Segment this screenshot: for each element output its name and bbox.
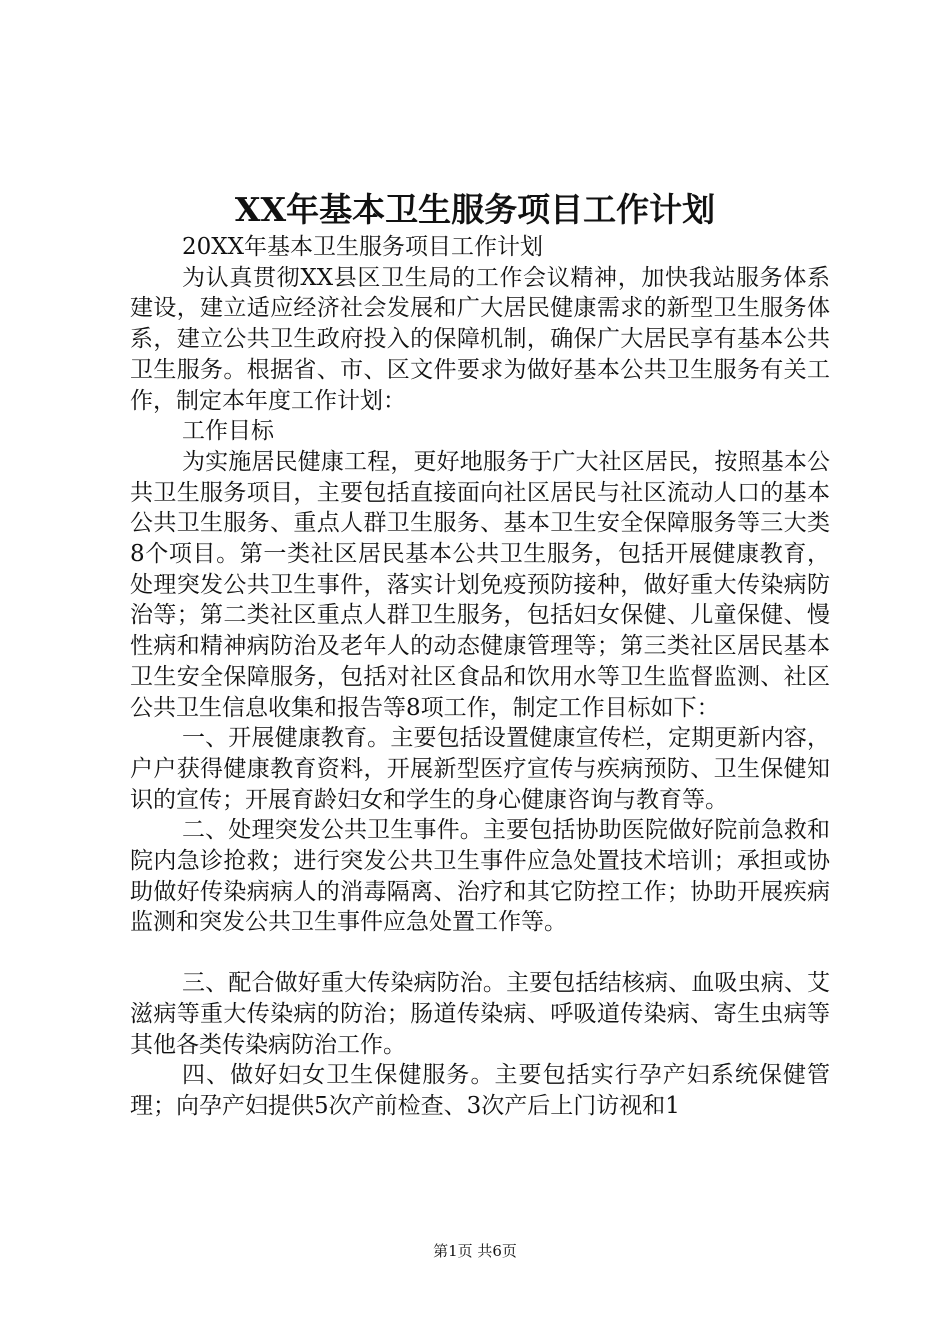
- item-4-paragraph: 四、做好妇女卫生保健服务。主要包括实行孕产妇系统保健管理；向孕产妇提供5次产前检查、3次产后上门访视和1: [130, 1062, 830, 1119]
- item-3-paragraph: 三、配合做好重大传染病防治。主要包括结核病、血吸虫病、艾滋病等重大传染病的防治；肠道传染病、呼吸道传染病、寄生虫病等其他各类传染病防治工作。: [130, 970, 830, 1058]
- goals-paragraph: 为实施居民健康工程，更好地服务于广大社区居民，按照基本公共卫生服务项目，主要包括直接面向社区居民与社区流动人口的基本公共卫生服务、重点人群卫生服务、基本卫生安全保障服务等三大类8个项目。第一类社区居民基本公共卫生服务，包括开展健康教育，处理突发公共卫生事件，落实计划免疫预防接种，做好重大传染病防治等；第二类社区重点人群卫生服务，包括妇女保健、儿童保健、慢性病和精神病防治及老年人的动态健康管理等；第三类社区居民基本卫生安全保障服务，包括对社区食品和饮用水等卫生监督监测、社区公共卫生信息收集和报告等8项工作，制定工作目标如下：: [130, 448, 830, 721]
- subtitle-paragraph: 20XX年基本卫生服务项目工作计划: [182, 234, 544, 260]
- item-2-paragraph: 二、处理突发公共卫生事件。主要包括协助医院做好院前急救和院内急诊抢救；进行突发公共卫生事件应急处置技术培训；承担或协助做好传染病病人的消毒隔离、治疗和其它防控工作；协助开展疾病监测和突发公共卫生事件应急处置工作等。: [130, 817, 830, 936]
- paragraph-gap: [130, 938, 830, 968]
- section-heading: 工作目标: [182, 418, 274, 445]
- page-footer: 第1页 共6页: [433, 1242, 517, 1260]
- intro-paragraph: 为认真贯彻XX县区卫生局的工作会议精神，加快我站服务体系建设，建立适应经济社会发展和广大居民健康需求的新型卫生服务体系，建立公共卫生政府投入的保障机制，确保广大居民享有基本公共卫生服务。根据省、市、区文件要求为做好基本公共卫生服务有关工作，制定本年度工作计划：: [130, 264, 830, 414]
- item-1-paragraph: 一、开展健康教育。主要包括设置健康宣传栏，定期更新内容，户户获得健康教育资料，开展新型医疗宣传与疾病预防、卫生保健知识的宣传；开展育龄妇女和学生的身心健康咨询与教育等。: [130, 725, 830, 813]
- document-body: [130, 232, 830, 1122]
- document-title: XX年基本卫生服务项目工作计划: [234, 190, 716, 229]
